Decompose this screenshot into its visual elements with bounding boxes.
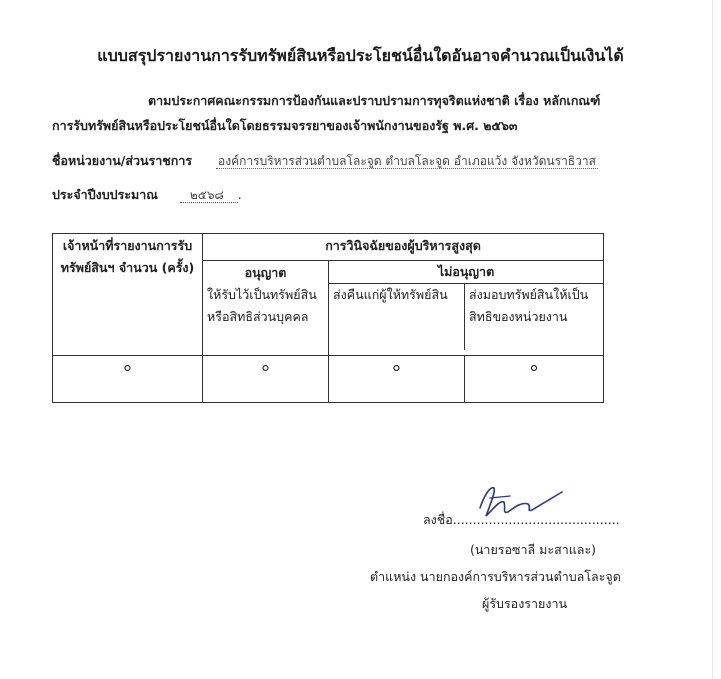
agency-row (52, 151, 598, 171)
announcement-line-2: การรับทรัพย์สินหรือประโยชน์อื่นใดโดยธรรมจรรยาของเจ้าพนักงานของรัฐ พ.ศ. ๒๕๖๓ (52, 118, 518, 133)
signature-dots: .......................................... (452, 512, 620, 527)
permit-description: ให้รับไว้เป็นทรัพย์สินหรือสิทธิส่วนบุคคล (207, 286, 317, 324)
permit-value: ๐ (203, 356, 329, 403)
deny-handover-option: ส่งมอบทรัพย์สินให้เป็นสิทธิของหน่วยงาน (469, 286, 589, 324)
fiscal-year-row (52, 185, 242, 205)
signature-label: ลงชื่อ (423, 512, 453, 527)
reporter-count-header: เจ้าหน้าที่รายงานการรับทรัพย์สินฯ จำนวน (ครั้ง) (53, 234, 203, 356)
report-table (52, 233, 604, 403)
fiscal-year-value: ๒๕๖๘ (180, 188, 238, 203)
deny-return-option: ส่งคืนแก่ผู้ให้ทรัพย์สิน (329, 284, 465, 350)
fiscal-year-label: ประจำปีงบประมาณ (52, 187, 158, 202)
deny-return-value: ๐ (329, 356, 465, 403)
deny-cell (329, 260, 604, 356)
announcement-line-1: ตามประกาศคณะกรรมการป้องกันและปราบปรามการทุจริตแห่งชาติ เรื่อง หลักเกณฑ์ (148, 93, 601, 108)
document-title: แบบสรุปรายงานการรับทรัพย์สินหรือประโยชน์อื่นใดอันอาจคำนวณเป็นเงินได้ (97, 46, 624, 65)
page-edge (712, 0, 713, 679)
signer-position: ตำแหน่ง นายกองค์การบริหารส่วนตำบลโละจูด (370, 569, 621, 584)
deny-handover-value: ๐ (465, 356, 604, 403)
decision-header: การวินิจฉัยของผู้บริหารสูงสุด (203, 234, 604, 261)
signature-line (423, 510, 620, 530)
permit-cell (203, 260, 329, 356)
deny-header: ไม่อนุญาต (329, 261, 603, 284)
reporter-count-value: ๐ (53, 356, 203, 403)
permit-header: อนุญาต (244, 264, 287, 280)
fiscal-year-suffix: . (237, 187, 242, 202)
agency-label: ชื่อหน่วยงาน/ส่วนราชการ (52, 153, 193, 168)
signer-name: (นายรอซาลี มะสาและ) (470, 542, 597, 557)
agency-value: องค์การบริหารส่วนตำบลโละจูด ตำบลโละจูด อำเภอแว้ง จังหวัดนราธิวาส (218, 154, 596, 168)
signer-role: ผู้รับรองรายงาน (482, 596, 568, 611)
